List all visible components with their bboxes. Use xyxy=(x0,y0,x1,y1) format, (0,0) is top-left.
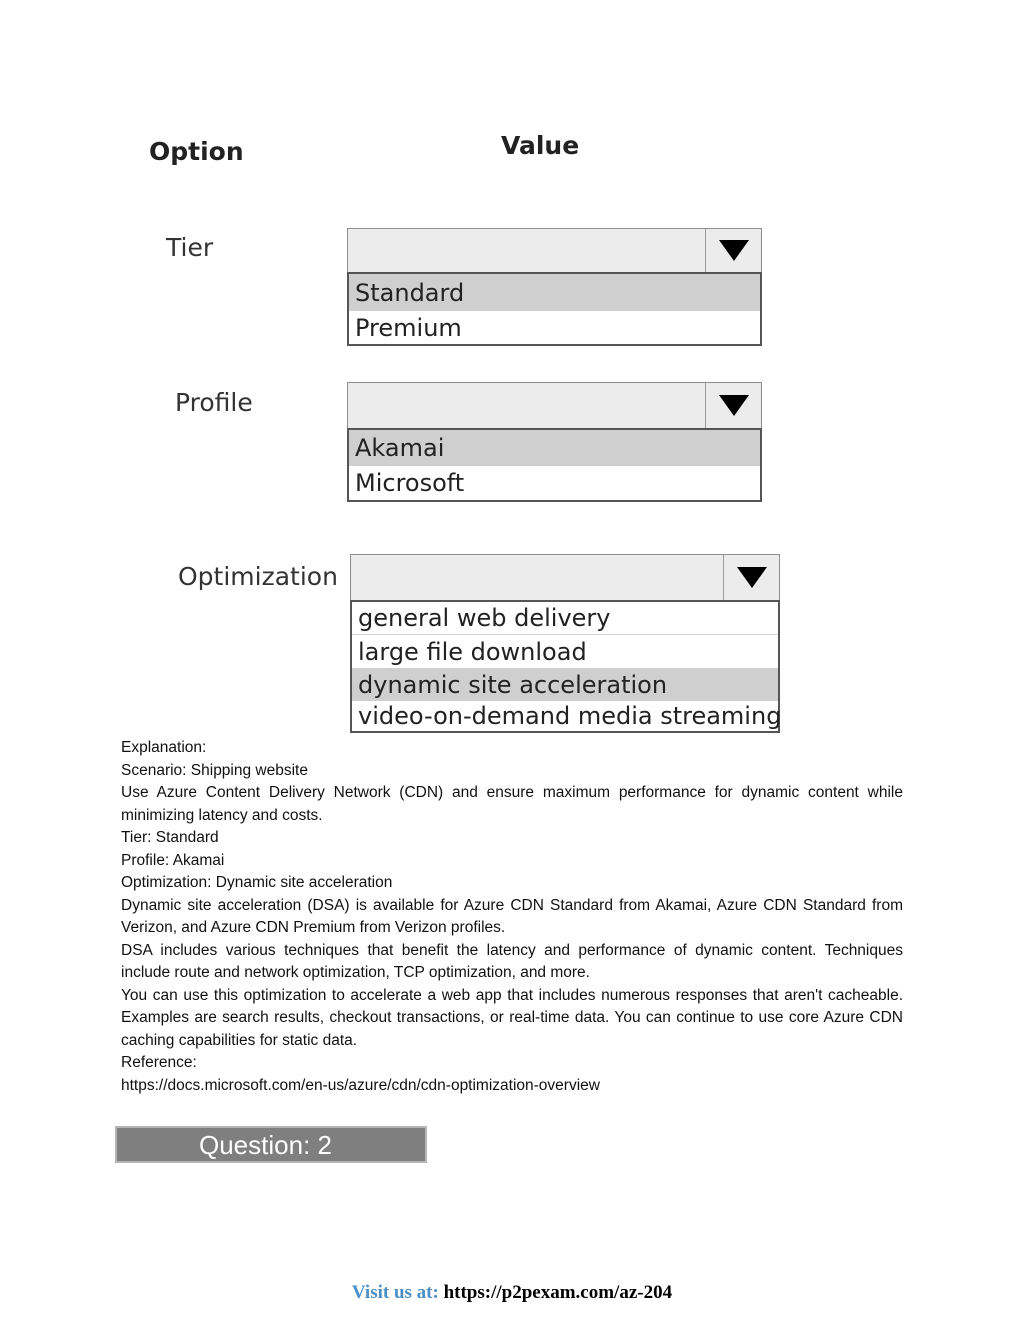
explanation-optimization: Optimization: Dynamic site acceleration xyxy=(121,874,393,891)
explanation-paragraph: DSA includes various techniques that benefit the latency and performance of dynamic content. Techniques include route and network optimization, TCP optimization, and more. xyxy=(121,941,903,981)
explanation-scenario: Scenario: Shipping website xyxy=(121,761,308,779)
dropdown-arrow-icon[interactable] xyxy=(723,555,779,600)
explanation-paragraph: Use Azure Content Delivery Network (CDN) and ensure maximum performance for dynamic content while minimizing latency and costs. xyxy=(121,784,903,824)
reference-link[interactable]: https://docs.microsoft.com/en-us/azure/cdn/cdn-optimization-overview xyxy=(121,1076,600,1094)
explanation-paragraph: Dynamic site acceleration (DSA) is available for Azure CDN Standard from Akamai, Azure CDN Standard from Verizon, and Azure CDN Premium from Verizon profiles. xyxy=(121,896,903,936)
tier-option-standard[interactable]: Standard xyxy=(349,274,760,311)
optimization-option-dynamic-site-acceleration[interactable]: dynamic site acceleration xyxy=(352,668,778,701)
explanation-profile: Profile: Akamai xyxy=(121,851,225,869)
value-header: Value xyxy=(501,131,580,160)
footer xyxy=(0,1282,1024,1304)
option-header: Option xyxy=(149,137,244,166)
explanation-tier: Tier: Standard xyxy=(121,829,219,846)
profile-option-microsoft[interactable]: Microsoft xyxy=(355,469,465,497)
optimization-dropdown[interactable] xyxy=(350,554,780,601)
reference-heading: Reference: xyxy=(121,1054,197,1071)
profile-dropdown[interactable] xyxy=(347,382,762,429)
explanation-paragraph: You can use this optimization to accelerate a web app that includes numerous responses that aren't cacheable. Examples are search results, checkout transactions, or real-time data. You can continue to use core Azure CDN caching capabilities for static data. xyxy=(121,986,903,1049)
tier-option-premium[interactable]: Premium xyxy=(355,313,462,342)
optimization-option-general-web-delivery[interactable]: general web delivery xyxy=(352,602,778,635)
profile-option-akamai[interactable]: Akamai xyxy=(349,430,760,466)
profile-options-list xyxy=(347,428,762,502)
optimization-label: Optimization xyxy=(178,562,338,591)
question-banner xyxy=(115,1126,427,1163)
optimization-options-list xyxy=(350,600,780,733)
footer-url-link[interactable]: https://p2pexam.com/az-204 xyxy=(443,1282,673,1303)
explanation-heading: Explanation: xyxy=(121,739,207,756)
dropdown-arrow-icon[interactable] xyxy=(705,229,761,272)
profile-label: Profile xyxy=(175,388,253,417)
tier-label: Tier xyxy=(166,233,214,262)
question-banner-text: Question: 2 xyxy=(199,1130,332,1160)
optimization-option-video-on-demand[interactable]: video-on-demand media streaming xyxy=(358,702,782,730)
tier-dropdown[interactable] xyxy=(347,228,762,273)
explanation-text xyxy=(121,737,903,1097)
tier-options-list xyxy=(347,272,762,346)
optimization-option-large-file-download[interactable]: large file download xyxy=(358,637,587,666)
footer-lead: Visit us at: xyxy=(351,1282,439,1303)
dropdown-arrow-icon[interactable] xyxy=(705,383,761,428)
